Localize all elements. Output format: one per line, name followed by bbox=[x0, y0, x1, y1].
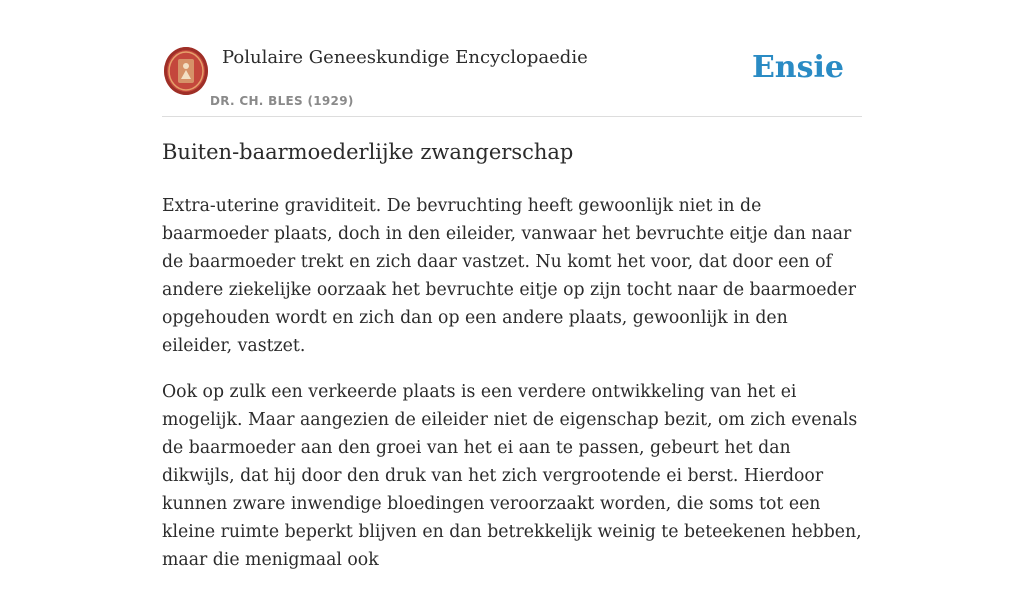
article-title: Buiten-baarmoederlijke zwangerschap bbox=[162, 140, 574, 164]
article-body bbox=[162, 192, 862, 592]
book-author: DR. CH. BLES (1929) bbox=[210, 94, 354, 108]
book-title[interactable]: Polulaire Geneeskundige Encyclopaedie bbox=[222, 47, 588, 68]
article-paragraph: Extra-uterine graviditeit. De bevruchting heeft gewoonlijk niet in de baarmoeder plaats, doch in den eileider, vanwaar het bevruchte eitje dan naar de baarmoeder trekt en zich daar vastzet. Nu komt het voor, dat door een of andere ziekelijke oorzaak het bevruchte eitje op zijn tocht naar de baarmoeder opgehouden wordt en zich dan op een andere plaats, gewoonlijk in den eileider, vastzet. bbox=[162, 196, 857, 356]
book-seal-icon[interactable] bbox=[164, 47, 208, 95]
ensie-logo-link[interactable]: Ensie bbox=[751, 50, 844, 85]
article-paragraph: Ook op zulk een verkeerde plaats is een verdere ontwikkeling van het ei mogelijk. Maar aangezien de eileider niet de eigenschap bezit, om zich evenals de baarmoeder aan den groei van het ei aan te passen, gebeurt het dan dikwijls, dat hij door den druk van het zich vergrootende ei berst. Hierdoor kunnen zware inwendige bloedingen veroorzaakt worden, die soms tot een kleine ruimte beperkt blijven en dan betrekkelijk weinig te beteekenen hebben, maar die menigmaal ook bbox=[162, 382, 862, 570]
book-header bbox=[162, 44, 862, 117]
